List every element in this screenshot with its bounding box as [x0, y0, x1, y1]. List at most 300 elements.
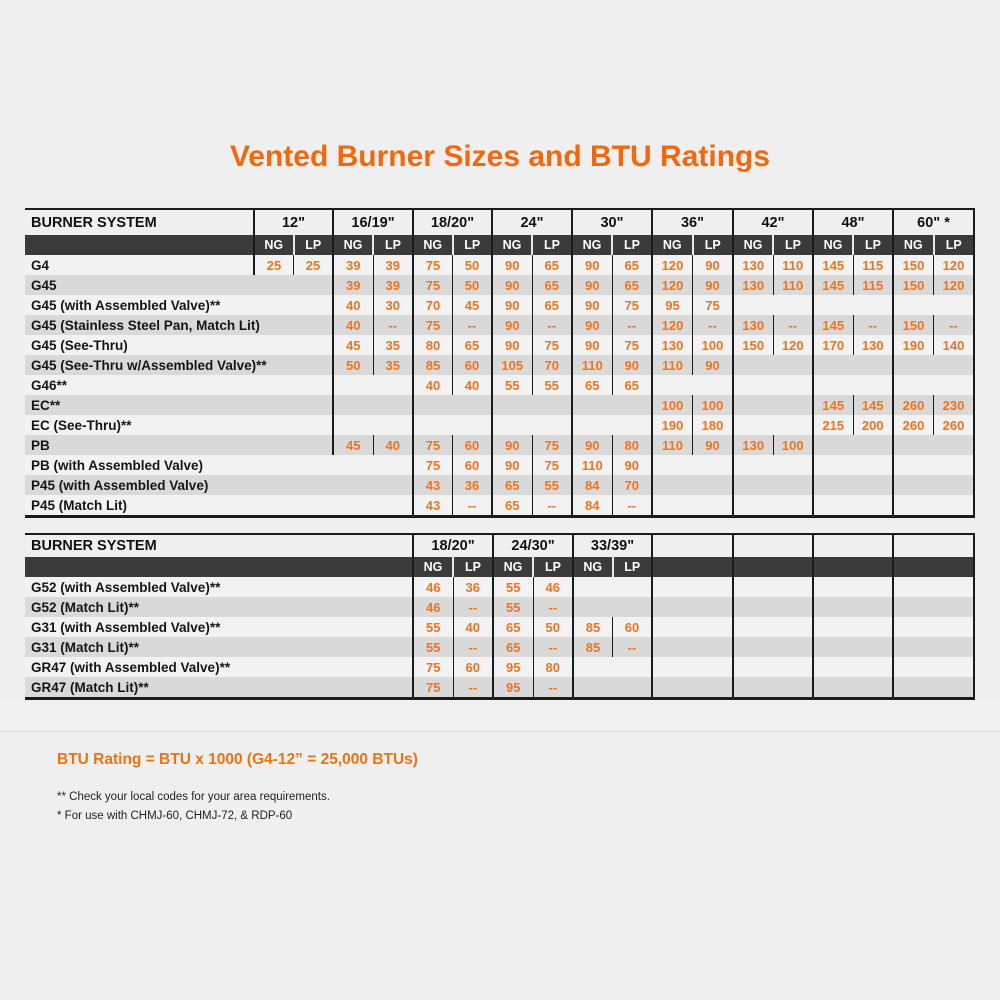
btu-value-ng: [653, 637, 692, 657]
btu-value-lp: [612, 577, 651, 597]
btu-value-lp: [933, 495, 973, 515]
btu-value-lp: [293, 435, 332, 455]
value-group-cell: [571, 335, 651, 355]
btu-value-lp: --: [612, 637, 651, 657]
value-group-cell: [651, 455, 732, 475]
btu-value-ng: 65: [506, 619, 521, 635]
value-group-cell: [892, 475, 975, 495]
btu-value-lp: --: [373, 315, 413, 335]
gas-header-group: [651, 557, 732, 577]
btu-value-lp: [933, 637, 973, 657]
btu-value-lp: [933, 355, 973, 375]
gas-label-ng: NG: [255, 235, 295, 255]
value-group-cell: [732, 335, 812, 355]
gas-label-ng: NG: [814, 235, 854, 255]
size-header-cell: [892, 535, 975, 557]
btu-value-lp: 35: [373, 355, 413, 375]
row-label: G52 (Match Lit)**: [31, 599, 140, 615]
btu-value-lp: [293, 275, 332, 295]
value-group-cell: [412, 255, 491, 275]
value-group-cell: [491, 415, 571, 435]
btu-value-lp: 80: [533, 657, 573, 677]
value-group-cell: [253, 255, 332, 275]
btu-value-lp: [773, 677, 813, 697]
btu-value-lp: 60: [612, 617, 651, 637]
btu-value-ng: [894, 295, 933, 315]
btu-value-lp: 75: [612, 335, 652, 355]
btu-value-lp: [853, 677, 893, 697]
btu-value-lp: [692, 375, 732, 395]
row-label: G45 (See-Thru w/Assembled Valve)**: [31, 357, 267, 373]
value-group-cell: [572, 577, 651, 597]
btu-value-lp: [773, 577, 813, 597]
btu-value-ng: 46: [426, 599, 441, 615]
value-group-cell: [732, 415, 812, 435]
value-group-cell: [491, 295, 571, 315]
value-group-cell: [332, 435, 412, 455]
value-group-cell: [651, 415, 732, 435]
btu-value-lp: [293, 315, 332, 335]
btu-value-ng: [255, 275, 293, 295]
value-group-cell: [812, 677, 892, 697]
btu-value-lp: 120: [933, 255, 973, 275]
btu-value-ng: [814, 617, 853, 637]
value-group-cell: [332, 275, 412, 295]
value-group-cell: [253, 355, 332, 375]
value-group-cell: [812, 315, 892, 335]
btu-value-lp: [692, 617, 732, 637]
table-row: [25, 577, 975, 597]
btu-value-lp: 50: [452, 275, 491, 295]
table-row: [25, 475, 975, 495]
btu-value-lp: [293, 375, 332, 395]
btu-value-lp: [293, 335, 332, 355]
value-group-cell: [892, 335, 975, 355]
value-group-cell: [651, 375, 732, 395]
value-group-cell: [651, 295, 732, 315]
btu-value-lp: [773, 295, 813, 315]
value-group-cell: [892, 597, 975, 617]
btu-value-ng: [653, 577, 692, 597]
btu-value-lp: 260: [933, 415, 973, 435]
btu-value-ng: 110: [662, 357, 683, 373]
row-label: G31 (Match Lit)**: [31, 639, 140, 655]
value-group-cell: [332, 415, 412, 435]
btu-value-lp: --: [453, 677, 493, 697]
btu-value-ng: 150: [902, 257, 925, 273]
btu-value-ng: 110: [581, 457, 603, 473]
btu-value-lp: [692, 637, 732, 657]
btu-value-lp: [532, 415, 572, 435]
value-group-cell: [492, 677, 572, 697]
btu-value-lp: 75: [692, 295, 732, 315]
btu-value-ng: 75: [425, 437, 441, 453]
value-group-cell: [412, 637, 492, 657]
size-header-cell: 18/20": [412, 535, 492, 557]
btu-value-ng: 90: [505, 337, 520, 353]
value-group-cell: [491, 435, 571, 455]
btu-value-ng: 90: [585, 337, 600, 353]
row-label: G45 (See-Thru): [31, 337, 128, 353]
btu-value-ng: [734, 455, 773, 475]
value-group-cell: [412, 275, 491, 295]
btu-value-ng: [573, 415, 612, 435]
value-group-cell: [732, 677, 812, 697]
footer-divider: [0, 731, 1000, 732]
value-group-cell: [412, 577, 492, 597]
btu-value-lp: [692, 455, 732, 475]
gas-label-lp: LP: [704, 238, 721, 252]
btu-value-lp: [933, 597, 973, 617]
btu-value-ng: [653, 597, 692, 617]
value-group-cell: [812, 255, 892, 275]
btu-value-lp: [692, 495, 732, 515]
value-group-cell: [812, 295, 892, 315]
gas-label-lp: LP: [785, 238, 801, 252]
btu-value-ng: [734, 677, 773, 697]
btu-value-lp: 180: [692, 415, 732, 435]
footnote-local-codes: ** Check your local codes for your area requirements.: [57, 791, 330, 803]
value-group-cell: [571, 475, 651, 495]
btu-value-ng: 170: [822, 337, 845, 353]
row-label: PB (with Assembled Valve): [31, 457, 204, 473]
gas-header-group: [732, 557, 812, 577]
btu-value-ng: 55: [426, 619, 441, 635]
btu-value-ng: [255, 395, 293, 415]
btu-value-lp: [293, 455, 332, 475]
btu-value-ng: 45: [346, 437, 361, 453]
gas-header-group: [253, 235, 332, 255]
btu-value-ng: [493, 415, 532, 435]
value-group-cell: [571, 455, 651, 475]
btu-value-lp: 46: [533, 577, 573, 597]
btu-value-lp: --: [453, 597, 493, 617]
btu-value-ng: 55: [426, 639, 441, 655]
btu-value-lp: 70: [532, 355, 572, 375]
value-group-cell: [732, 455, 812, 475]
value-group-cell: [892, 395, 975, 415]
table-header-row: [25, 210, 975, 235]
value-group-cell: [571, 495, 651, 515]
value-group-cell: [812, 577, 892, 597]
value-group-cell: [732, 617, 812, 637]
btu-value-ng: [814, 435, 853, 455]
btu-value-ng: [255, 295, 293, 315]
value-group-cell: [732, 435, 812, 455]
btu-value-ng: 90: [505, 257, 520, 273]
value-group-cell: [412, 677, 492, 697]
btu-value-ng: [334, 455, 373, 475]
btu-value-lp: 75: [532, 335, 572, 355]
size-header-cell: [651, 535, 732, 557]
value-group-cell: [412, 495, 491, 515]
row-label: G4: [31, 257, 50, 273]
btu-value-lp: 60: [452, 455, 491, 475]
btu-value-lp: [293, 415, 332, 435]
btu-value-lp: [373, 415, 413, 435]
table-row: [25, 255, 975, 275]
btu-value-ng: 90: [585, 437, 600, 453]
btu-value-lp: 65: [612, 275, 652, 295]
value-group-cell: [812, 617, 892, 637]
value-group-cell: [253, 475, 332, 495]
btu-value-ng: 70: [425, 297, 441, 313]
btu-value-lp: 40: [452, 375, 491, 395]
btu-value-ng: [894, 617, 933, 637]
value-group-cell: [892, 677, 975, 697]
btu-value-ng: [734, 577, 773, 597]
row-label: GR47 (with Assembled Valve)**: [31, 659, 231, 675]
value-group-cell: [812, 335, 892, 355]
value-group-cell: [412, 375, 491, 395]
row-label: G46**: [31, 377, 68, 393]
value-group-cell: [491, 475, 571, 495]
btu-value-ng: 85: [585, 639, 601, 655]
size-header-cell: 18/20": [412, 210, 491, 235]
btu-value-ng: 65: [506, 639, 521, 655]
value-group-cell: [651, 355, 732, 375]
btu-value-lp: 110: [773, 275, 813, 295]
btu-value-ng: [734, 375, 773, 395]
value-group-cell: [651, 597, 732, 617]
table-row: [25, 355, 975, 375]
table-row: [25, 415, 975, 435]
size-header-cell: 36": [651, 210, 732, 235]
btu-value-lp: --: [453, 637, 493, 657]
btu-value-ng: 84: [585, 477, 600, 493]
value-group-cell: [651, 657, 732, 677]
btu-value-ng: [255, 495, 293, 515]
btu-value-lp: --: [933, 315, 973, 335]
btu-value-ng: [734, 355, 773, 375]
value-group-cell: [572, 597, 651, 617]
gas-label-ng: NG: [653, 235, 694, 255]
btu-value-ng: 150: [742, 337, 765, 353]
btu-value-lp: [773, 637, 813, 657]
size-header-cell: 42": [732, 210, 812, 235]
btu-value-lp: [773, 657, 813, 677]
gas-header-group: [572, 557, 651, 577]
btu-rating-note: BTU Rating = BTU x 1000 (G4-12” = 25,000 BTUs): [57, 751, 418, 768]
btu-value-lp: [933, 617, 973, 637]
value-group-cell: [412, 355, 491, 375]
btu-value-ng: [734, 395, 773, 415]
btu-value-ng: 105: [501, 357, 524, 373]
btu-value-lp: 90: [612, 355, 652, 375]
value-group-cell: [332, 255, 412, 275]
btu-value-lp: --: [533, 597, 573, 617]
value-group-cell: [492, 597, 572, 617]
btu-value-ng: [574, 597, 612, 617]
btu-value-lp: [853, 657, 893, 677]
size-header-cell: [812, 535, 892, 557]
value-group-cell: [892, 295, 975, 315]
btu-value-lp: [452, 395, 491, 415]
gas-label-ng: NG: [573, 235, 613, 255]
btu-value-ng: 85: [425, 357, 441, 373]
btu-value-ng: [814, 495, 853, 515]
value-group-cell: [572, 637, 651, 657]
btu-value-lp: [293, 495, 332, 515]
value-group-cell: [491, 335, 571, 355]
btu-value-ng: 190: [661, 417, 684, 433]
btu-value-ng: [734, 637, 773, 657]
value-group-cell: [492, 617, 572, 637]
value-group-cell: [892, 435, 975, 455]
value-group-cell: [732, 255, 812, 275]
gas-label-lp: LP: [945, 238, 962, 252]
value-group-cell: [332, 295, 412, 315]
btu-value-ng: 39: [346, 277, 361, 293]
gas-label-lp: LP: [865, 238, 881, 252]
value-group-cell: [812, 475, 892, 495]
value-group-cell: [571, 315, 651, 335]
btu-value-ng: 90: [505, 277, 520, 293]
value-group-cell: [491, 315, 571, 335]
value-group-cell: [412, 475, 491, 495]
size-header-cell: 30": [571, 210, 651, 235]
btu-value-lp: 100: [692, 335, 732, 355]
btu-value-ng: 110: [581, 357, 603, 373]
burner-table-2: [25, 533, 975, 700]
gas-label-lp: LP: [544, 238, 560, 252]
btu-value-ng: [414, 415, 452, 435]
btu-value-lp: [373, 375, 413, 395]
row-label: G31 (with Assembled Valve)**: [31, 619, 221, 635]
btu-value-lp: 140: [933, 335, 973, 355]
btu-value-ng: [255, 475, 293, 495]
value-group-cell: [412, 395, 491, 415]
gas-label-lp: LP: [545, 560, 561, 574]
btu-value-lp: 55: [532, 375, 572, 395]
btu-value-lp: [293, 355, 332, 375]
btu-value-ng: [255, 435, 293, 455]
value-group-cell: [732, 657, 812, 677]
btu-value-ng: [894, 355, 933, 375]
value-group-cell: [572, 657, 651, 677]
btu-value-lp: 80: [612, 435, 652, 455]
value-group-cell: [412, 597, 492, 617]
btu-value-ng: 90: [585, 277, 600, 293]
btu-value-ng: 145: [822, 397, 845, 413]
row-label: G45 (Stainless Steel Pan, Match Lit): [31, 317, 260, 333]
gas-label-lp: LP: [624, 560, 641, 574]
btu-value-ng: [734, 415, 773, 435]
btu-value-lp: 115: [853, 275, 893, 295]
size-header-cell: 24": [491, 210, 571, 235]
value-group-cell: [491, 375, 571, 395]
burner-system-header: BURNER SYSTEM: [31, 538, 157, 554]
row-label: G45: [31, 277, 57, 293]
btu-value-ng: 120: [661, 277, 684, 293]
btu-value-lp: [773, 617, 813, 637]
btu-value-lp: 130: [853, 335, 893, 355]
btu-value-ng: 95: [506, 679, 521, 695]
btu-value-ng: [894, 475, 933, 495]
btu-value-lp: 115: [853, 255, 893, 275]
btu-value-lp: [612, 415, 652, 435]
gas-label-lp: LP: [385, 238, 401, 252]
value-group-cell: [332, 355, 412, 375]
btu-value-lp: 200: [853, 415, 893, 435]
btu-value-ng: [334, 375, 373, 395]
btu-value-ng: [574, 657, 612, 677]
btu-value-lp: --: [532, 315, 572, 335]
btu-value-ng: 50: [346, 357, 361, 373]
btu-value-ng: 40: [425, 377, 441, 393]
btu-value-lp: [692, 577, 732, 597]
gas-label-lp: LP: [624, 238, 640, 252]
gas-label-ng: NG: [414, 557, 454, 577]
btu-value-ng: 55: [506, 579, 521, 595]
btu-value-ng: [814, 375, 853, 395]
btu-value-lp: [773, 395, 813, 415]
table-row: [25, 495, 975, 515]
btu-value-ng: [255, 415, 293, 435]
btu-value-ng: 55: [506, 599, 521, 615]
btu-value-lp: 65: [532, 275, 572, 295]
btu-value-ng: 90: [585, 297, 600, 313]
value-group-cell: [253, 455, 332, 475]
value-group-cell: [412, 617, 492, 637]
btu-value-lp: [853, 295, 893, 315]
btu-value-ng: [573, 395, 612, 415]
btu-value-lp: 75: [532, 455, 572, 475]
btu-value-ng: 215: [822, 417, 845, 433]
btu-value-lp: 230: [933, 395, 973, 415]
btu-value-ng: [255, 335, 293, 355]
btu-value-lp: 90: [612, 455, 652, 475]
btu-value-lp: --: [612, 315, 652, 335]
table-row: [25, 617, 975, 637]
btu-value-ng: 65: [505, 477, 520, 493]
btu-value-lp: 75: [532, 435, 572, 455]
btu-value-ng: [334, 395, 373, 415]
value-group-cell: [651, 315, 732, 335]
btu-value-lp: 90: [692, 355, 732, 375]
btu-value-lp: [692, 677, 732, 697]
size-header-cell: [732, 535, 812, 557]
btu-value-ng: 100: [661, 397, 684, 413]
btu-value-lp: --: [612, 495, 652, 515]
value-group-cell: [412, 455, 491, 475]
size-header-cell: 48": [812, 210, 892, 235]
btu-value-lp: 90: [692, 275, 732, 295]
btu-value-ng: 145: [822, 317, 845, 333]
btu-value-ng: [894, 657, 933, 677]
btu-value-ng: [255, 355, 293, 375]
btu-value-ng: 90: [505, 437, 520, 453]
btu-value-ng: 145: [822, 257, 845, 273]
btu-value-ng: 75: [426, 659, 441, 675]
value-group-cell: [332, 395, 412, 415]
btu-value-ng: [653, 657, 692, 677]
value-group-cell: [492, 657, 572, 677]
row-label: EC**: [31, 397, 61, 413]
btu-value-ng: 75: [425, 277, 441, 293]
btu-value-lp: [933, 475, 973, 495]
row-label: P45 (with Assembled Valve): [31, 477, 209, 493]
value-group-cell: [253, 375, 332, 395]
btu-value-lp: [933, 657, 973, 677]
btu-value-lp: 35: [373, 335, 413, 355]
value-group-cell: [253, 335, 332, 355]
value-group-cell: [732, 375, 812, 395]
btu-value-lp: 65: [612, 255, 652, 275]
btu-value-ng: [574, 577, 612, 597]
gas-label-lp: LP: [305, 238, 322, 252]
value-group-cell: [892, 577, 975, 597]
